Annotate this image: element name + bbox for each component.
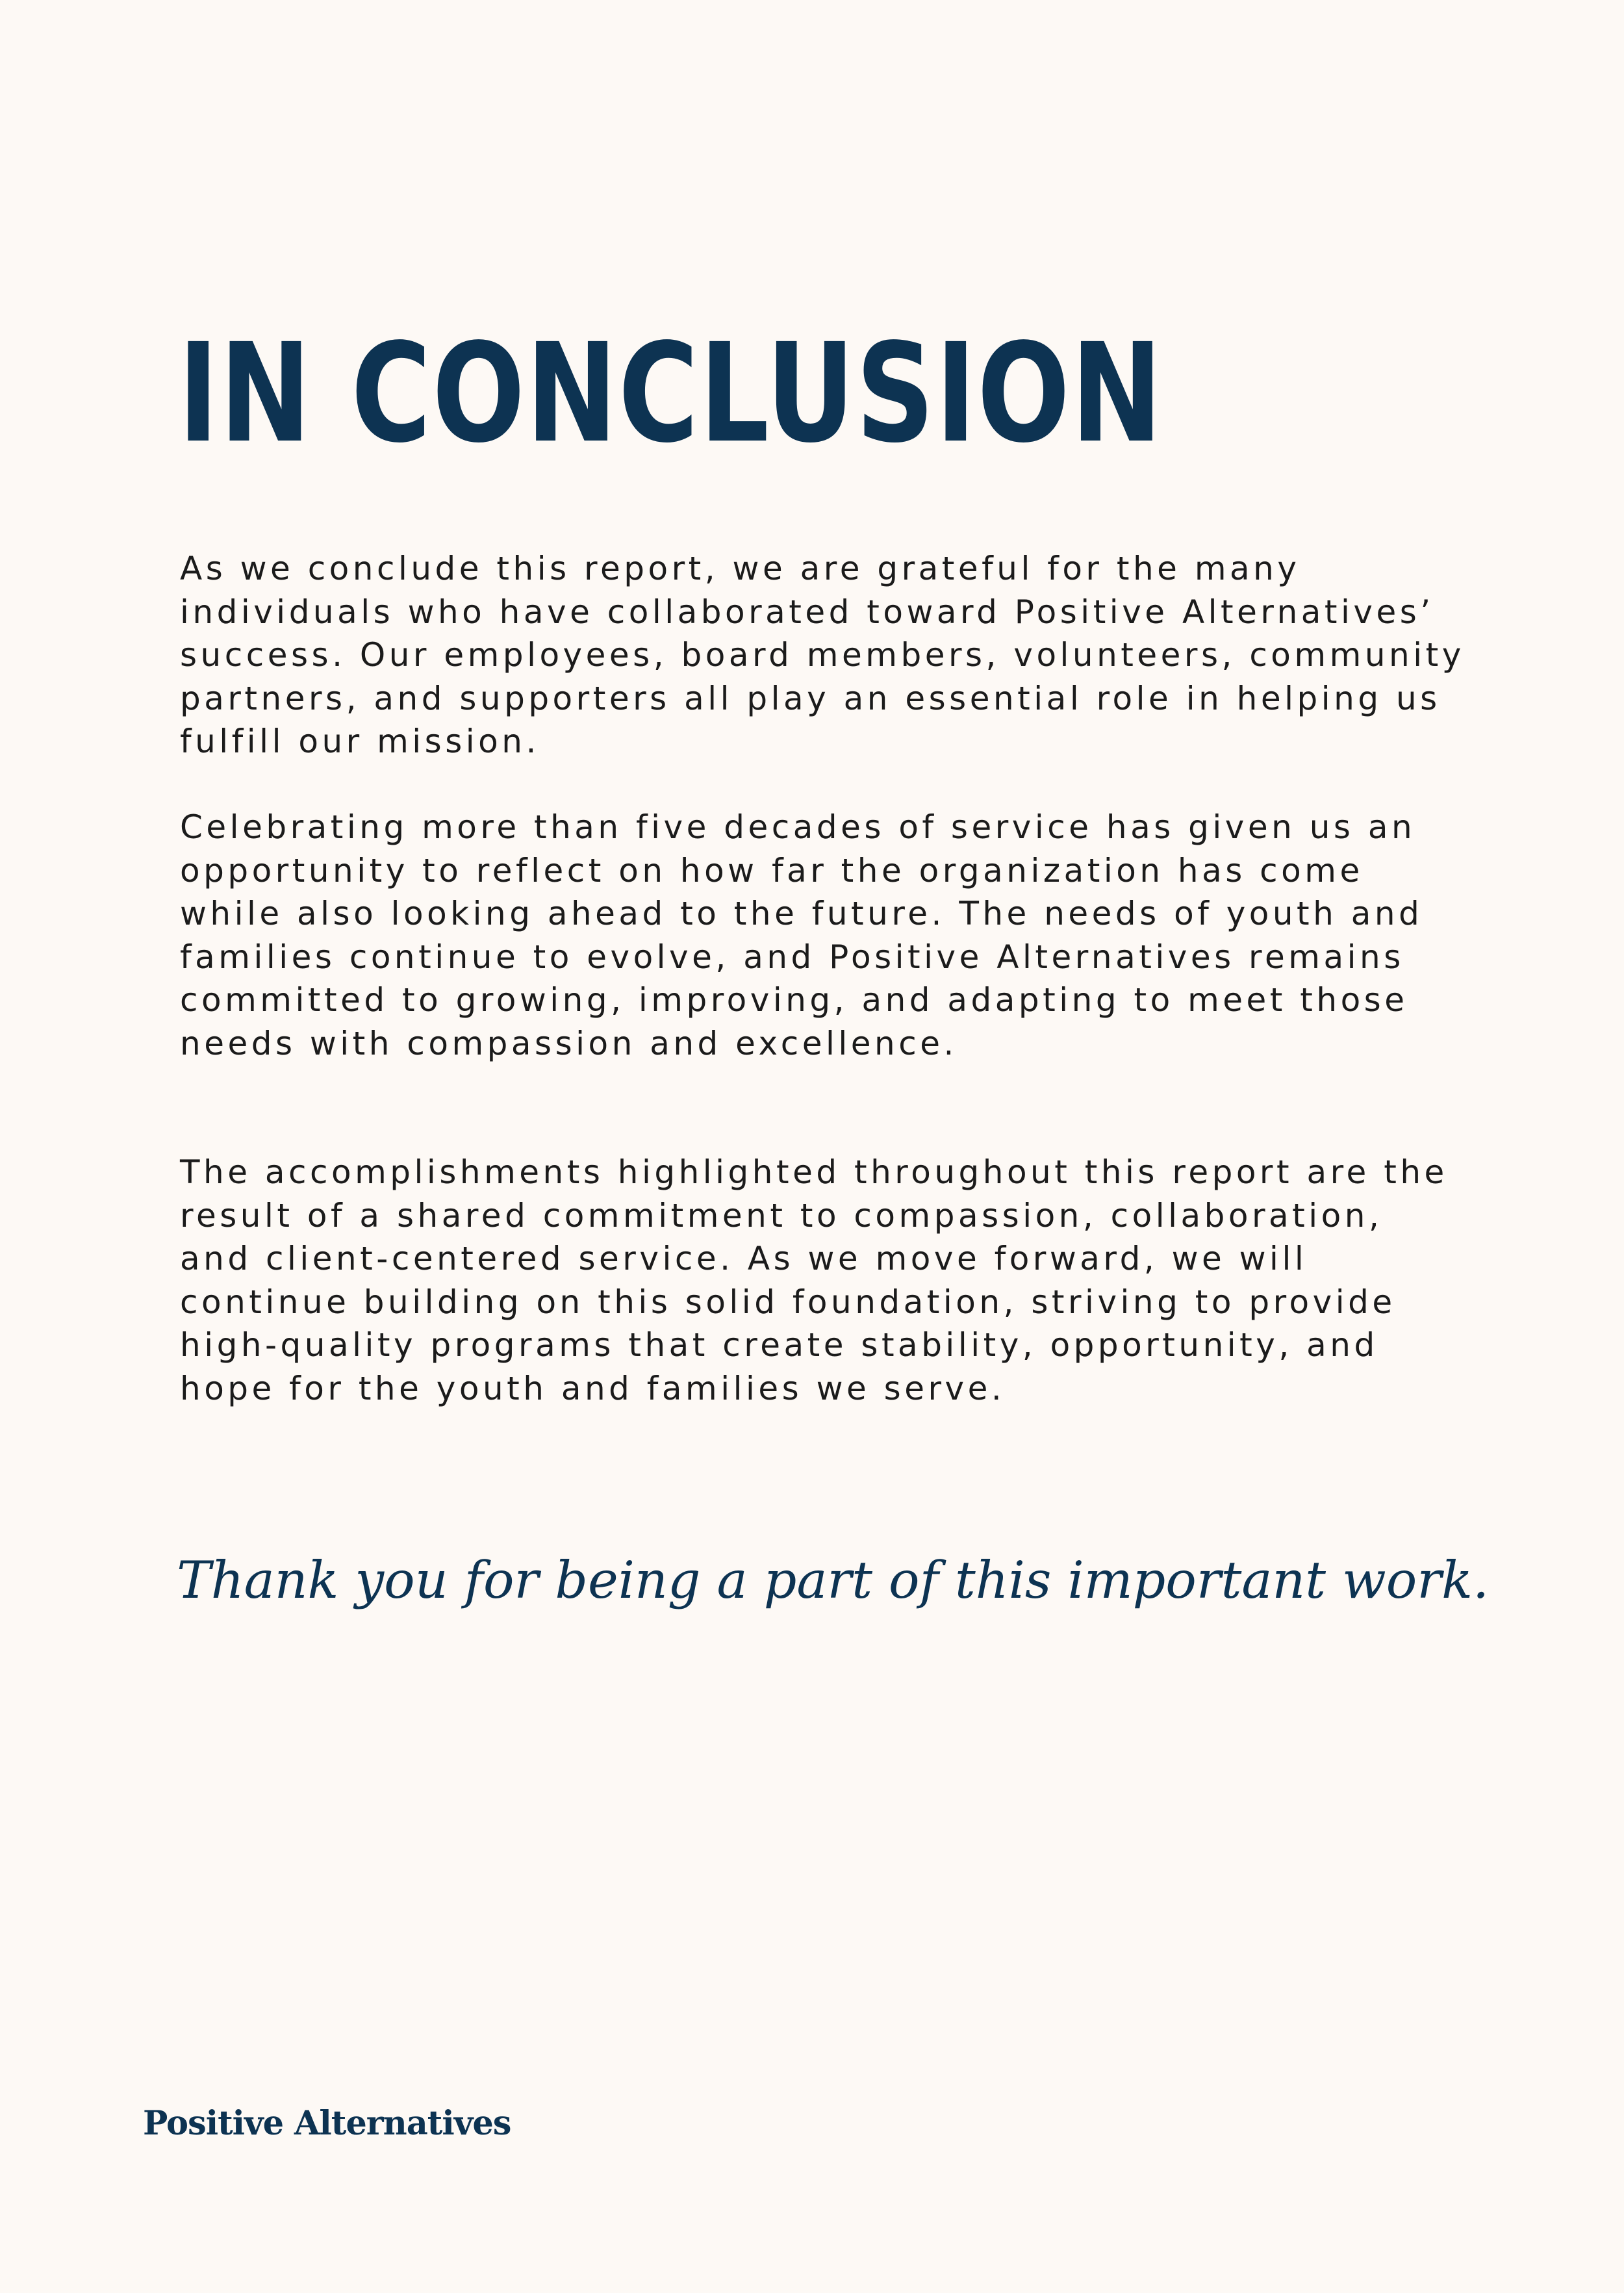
- page-title: IN CONCLUSION: [178, 314, 1163, 473]
- paragraph-gratitude: As we conclude this report, we are grateful for the many individuals who have collaborated toward Positive Alternatives’ success. Our employees, board members, volunteers, community partners, and supporters all play an essential role in helping us fulfill our mission.: [180, 550, 1465, 760]
- paragraph-accomplishments: The accomplishments highlighted throughout this report are the result of a shared commitment to compassion, collaboration, and client-centered service. As we move forward, we will continue building on this solid foundation, striving to provide high-quality programs that create stability, opportunity, and hope for the youth and families we serve.: [180, 1153, 1448, 1407]
- footer-logo: Positive Alternatives: [143, 2104, 511, 2143]
- closing-thank-you: Thank you for being a part of this important work.: [177, 1550, 1490, 1610]
- paragraph-anniversary: Celebrating more than five decades of service has given us an opportunity to reflect on how far the organization has come while also looking ahead to the future. The needs of youth and families continue to evolve, and Positive Alternatives remains committed to growing, improving, and adapting to meet those needs with compassion and excellence.: [180, 808, 1423, 1062]
